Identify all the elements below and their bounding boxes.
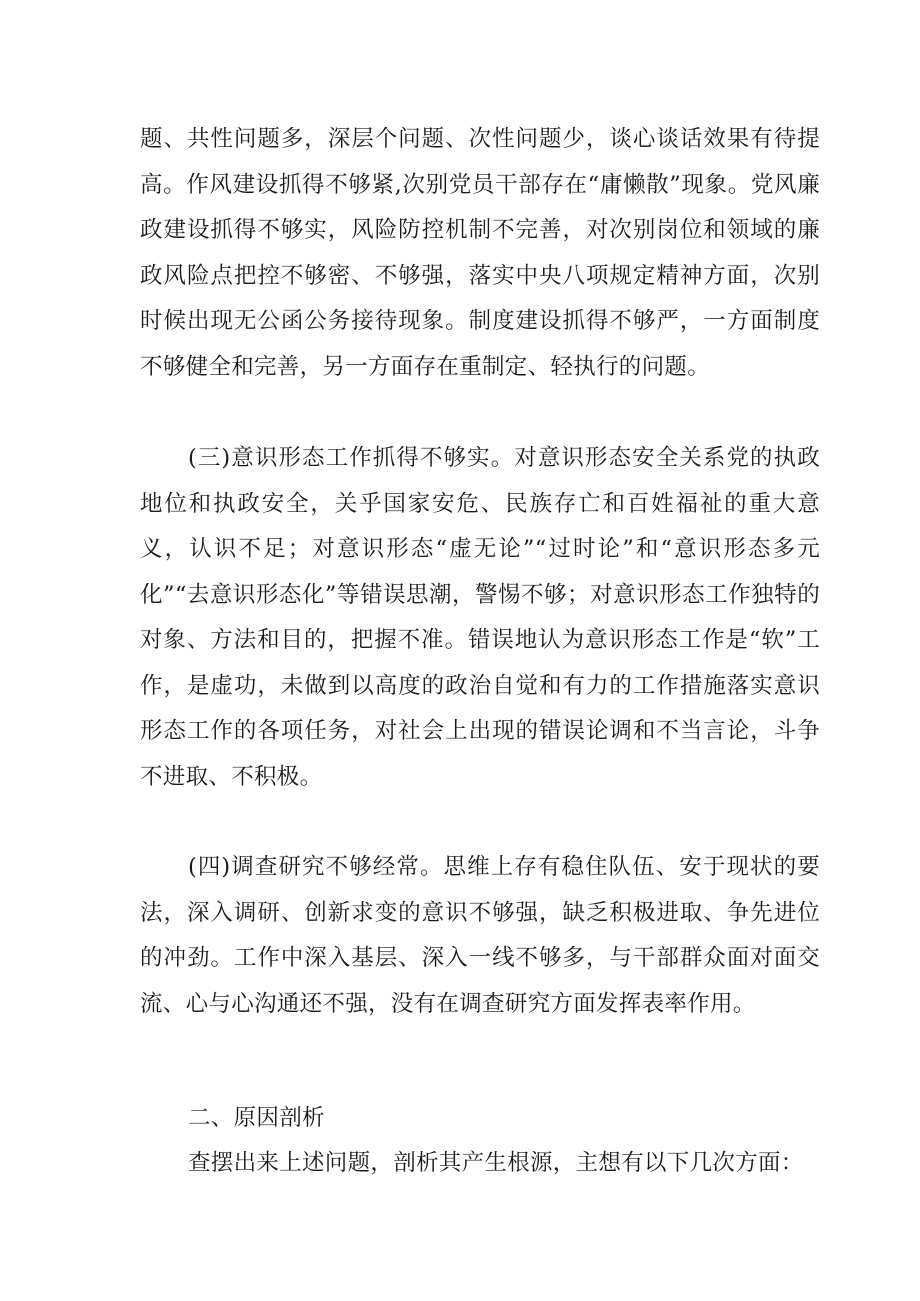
paragraph-investigation-research: (四)调查研究不够经常。思维上存有稳住队伍、安于现状的要法，深入调研、创新求变的意识不够强，缺乏积极进取、争先进位的冲劲。工作中深入基层、深入一线不够多，与干部群众面对面交流、心与心沟通还不强，没有在调查研究方面发挥表率作用。 bbox=[140, 854, 820, 1017]
section-heading: 二、原因剖析 bbox=[188, 1105, 325, 1131]
paragraph-intro: 查摆出来上述问题，剖析其产生根源，主想有以下几次方面： bbox=[188, 1150, 804, 1176]
paragraph-ideology-work: (三)意识形态工作抓得不够实。对意识形态安全关系党的执政地位和执政安全，关乎国家安危、民族存亡和百姓福祉的重大意义，认识不足；对意识形态“虚无论”“过时论”和“意识形态多元化”“去意识形态化”等错误思潮，警惕不够；对意识形态工作独特的对象、方法和目的，把握不准。错误地认为意识形态工作是“软”工作，是虚功，未做到以高度的政治自觉和有力的工作措施落实意识形态工作的各项任务，对社会上出现的错误论调和不当言论，斗争不进取、不积极。 bbox=[140, 445, 820, 790]
paragraph-problems-continued: 题、共性问题多，深层个问题、次性问题少，谈心谈话效果有待提高。作风建设抓得不够紧,次别党员干部存在“庸懒散”现象。党风廉政建设抓得不够实，风险防控机制不完善，对次别岗位和领域的廉政风险点把控不够密、不够强，落实中央八项规定精神方面，次别时候出现无公函公务接待现象。制度建设抓得不够严，一方面制度不够健全和完善，另一方面存在重制定、轻执行的问题。 bbox=[140, 126, 820, 380]
